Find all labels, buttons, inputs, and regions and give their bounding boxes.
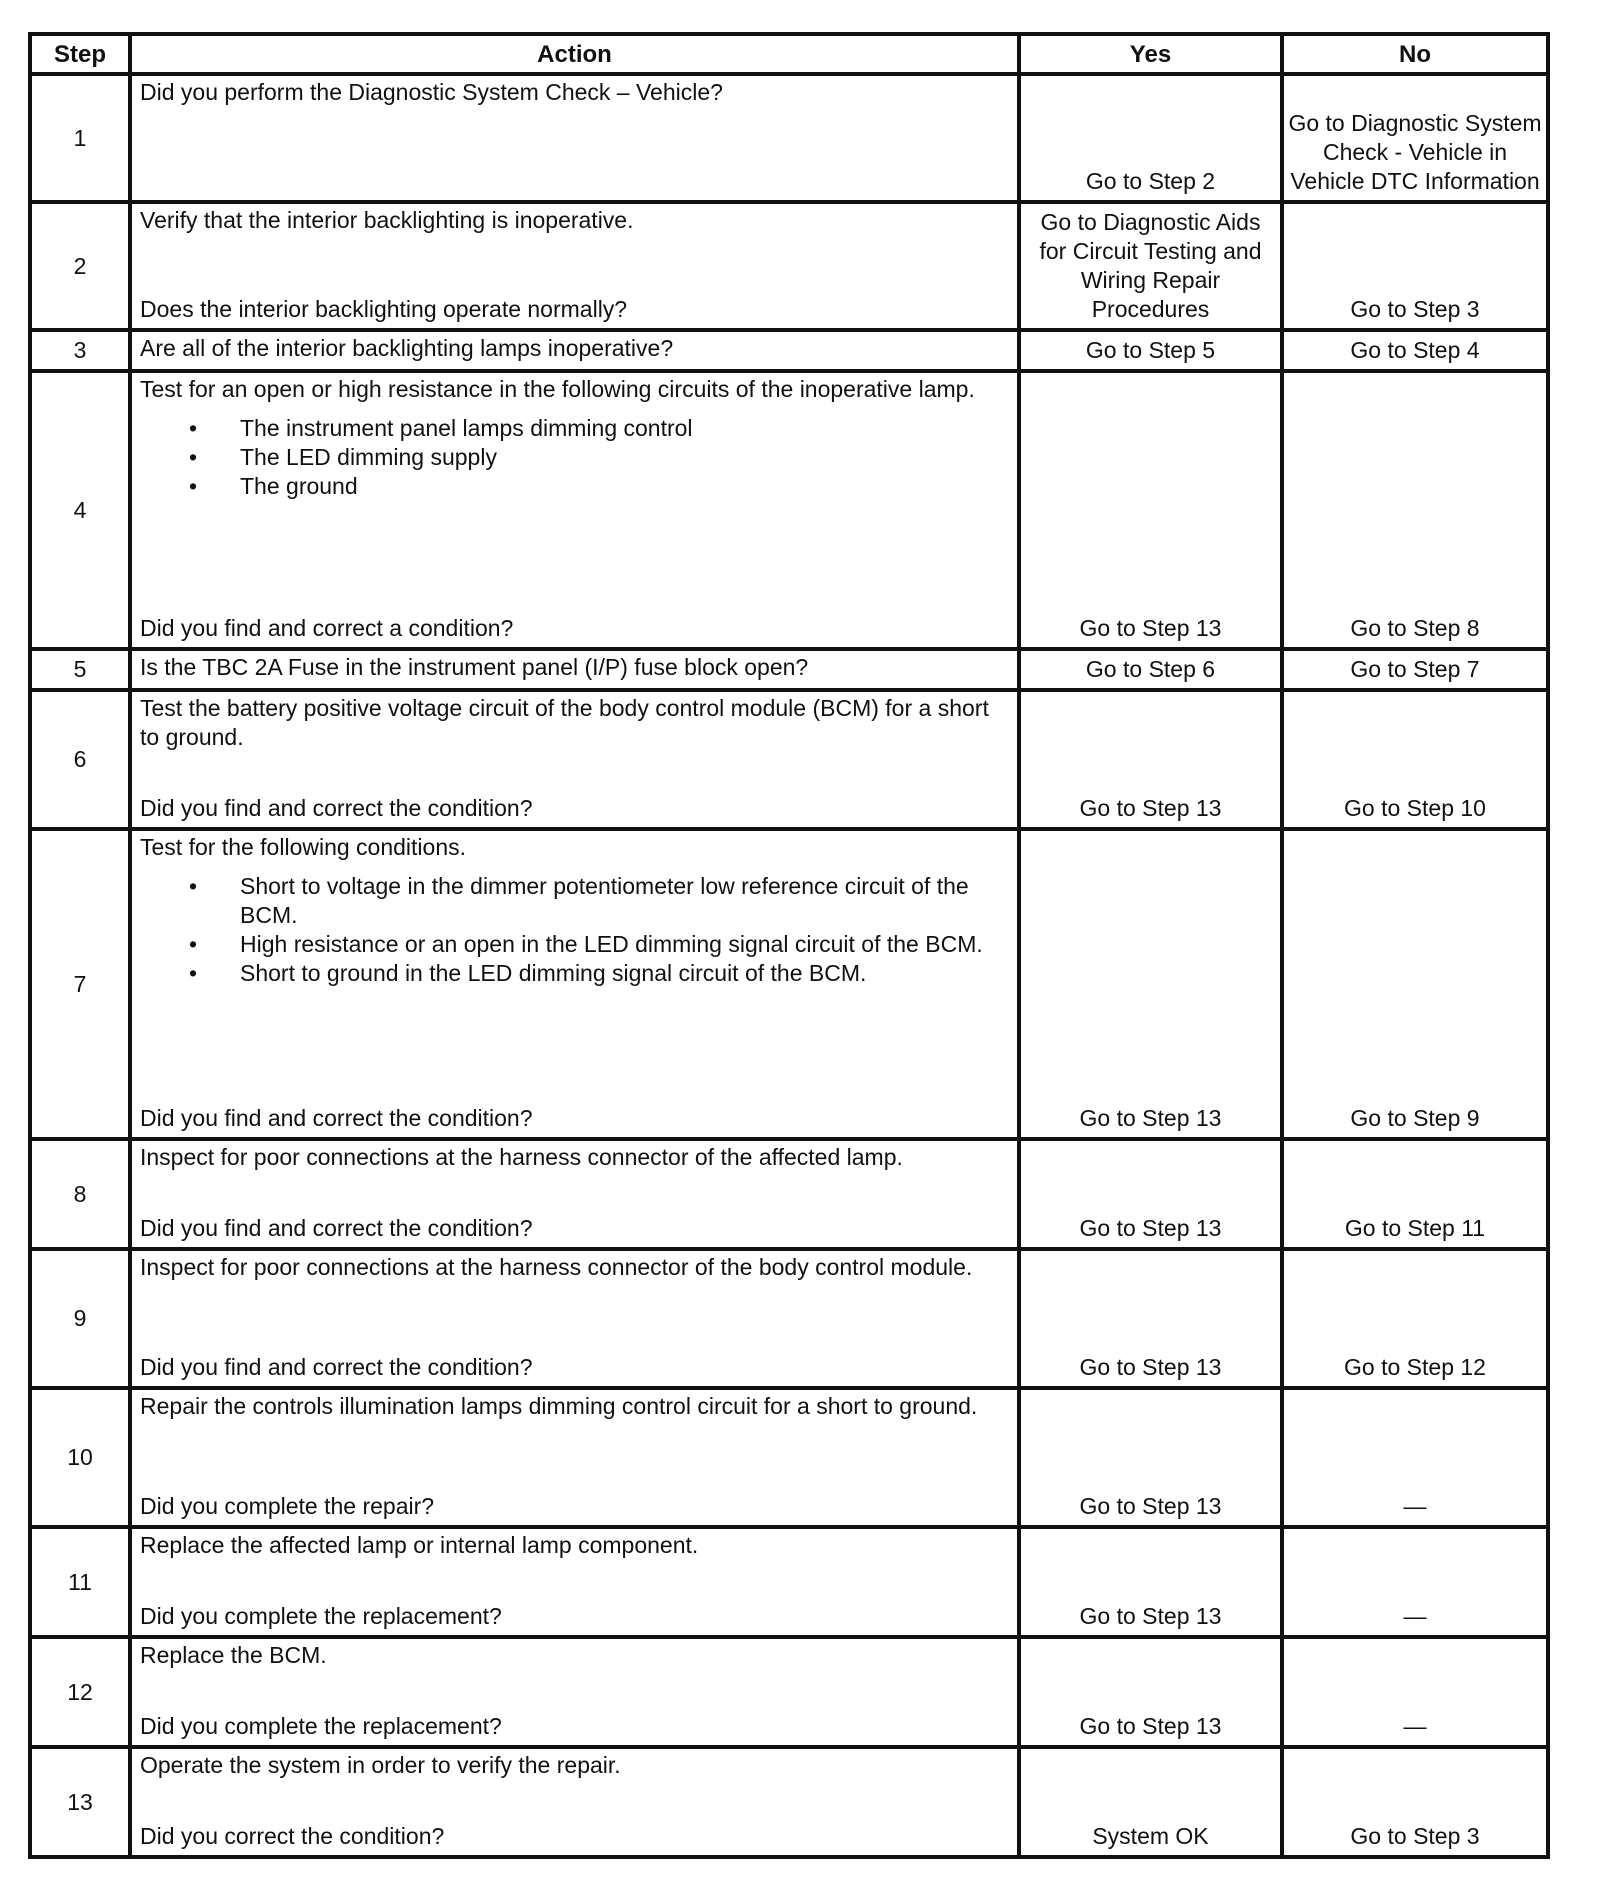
action-content (140, 692, 1009, 823)
action-cell (130, 1527, 1019, 1637)
action-question: Did you complete the replacement? (140, 1603, 502, 1629)
table-row (30, 330, 1548, 371)
action-content (140, 1529, 1009, 1631)
step-number: 11 (30, 1527, 130, 1637)
action-cell (130, 202, 1019, 330)
yes-result: Go to Step 13 (1019, 829, 1282, 1139)
header-no: No (1282, 34, 1548, 74)
action-question: Did you find and correct the condition? (140, 1354, 533, 1380)
action-body (140, 1390, 1009, 1492)
step-number: 4 (30, 371, 130, 649)
action-bullet: • Short to ground in the LED dimming signal circuit of the BCM. (240, 959, 1009, 988)
action-text: Inspect for poor connections at the harness connector of the affected lamp. (140, 1144, 903, 1170)
action-content (140, 1141, 1009, 1243)
action-bullet: • The instrument panel lamps dimming control (240, 414, 1009, 443)
action-content (140, 1390, 1009, 1521)
table-row (30, 202, 1548, 330)
step-number: 10 (30, 1388, 130, 1527)
no-result: Go to Step 3 (1282, 1747, 1548, 1857)
action-body (140, 332, 1009, 365)
action-question: Did you perform the Diagnostic System Check – Vehicle? (140, 79, 723, 105)
step-number: 3 (30, 330, 130, 371)
yes-result: Go to Step 2 (1019, 74, 1282, 202)
no-result: Go to Step 3 (1282, 202, 1548, 330)
action-cell (130, 1747, 1019, 1857)
action-content (140, 76, 1009, 196)
step-number: 1 (30, 74, 130, 202)
action-question: Did you find and correct the condition? (140, 1215, 533, 1241)
action-body (140, 1251, 1009, 1353)
action-cell (130, 74, 1019, 202)
action-cell (130, 371, 1019, 649)
step-number: 7 (30, 829, 130, 1139)
table-row (30, 1388, 1548, 1527)
action-cell (130, 1637, 1019, 1747)
table-row (30, 74, 1548, 202)
table-row (30, 649, 1548, 690)
step-number: 9 (30, 1249, 130, 1388)
action-question: Are all of the interior backlighting lamps inoperative? (140, 335, 674, 361)
action-bullet: • Short to voltage in the dimmer potentiometer low reference circuit of the BCM. (240, 872, 1009, 930)
action-bullet: • The ground (240, 472, 1009, 501)
header-action: Action (130, 34, 1019, 74)
step-number: 6 (30, 690, 130, 829)
yes-result: Go to Step 13 (1019, 371, 1282, 649)
table-row (30, 1139, 1548, 1249)
diagnostic-table (28, 32, 1550, 1859)
action-question: Did you find and correct the condition? (140, 1105, 533, 1131)
yes-result: Go to Step 13 (1019, 1388, 1282, 1527)
action-question: Did you find and correct the condition? (140, 795, 533, 821)
yes-result: System OK (1019, 1747, 1282, 1857)
step-number: 12 (30, 1637, 130, 1747)
table-row (30, 1747, 1548, 1857)
yes-result: Go to Step 13 (1019, 1249, 1282, 1388)
header-row (30, 34, 1548, 74)
action-text: Repair the controls illumination lamps dimming control circuit for a short to ground. (140, 1393, 978, 1419)
action-cell (130, 829, 1019, 1139)
action-text: Replace the BCM. (140, 1642, 327, 1668)
no-result: Go to Step 11 (1282, 1139, 1548, 1249)
action-body (140, 1141, 1009, 1214)
header-yes: Yes (1019, 34, 1282, 74)
action-content (140, 204, 1009, 324)
action-content (140, 651, 1009, 684)
yes-result: Go to Step 13 (1019, 690, 1282, 829)
no-result: Go to Step 9 (1282, 829, 1548, 1139)
yes-result: Go to Diagnostic Aids for Circuit Testing and Wiring Repair Procedures (1019, 202, 1282, 330)
no-result: Go to Step 7 (1282, 649, 1548, 690)
action-bullet-list (140, 872, 1009, 988)
action-body (140, 1529, 1009, 1602)
action-content (140, 373, 1009, 643)
action-body (140, 651, 1009, 684)
action-text: Verify that the interior backlighting is inoperative. (140, 207, 634, 233)
step-number: 2 (30, 202, 130, 330)
action-text: Test for an open or high resistance in the following circuits of the inoperative lamp. (140, 376, 975, 402)
action-text: Replace the affected lamp or internal lamp component. (140, 1532, 699, 1558)
action-content (140, 1251, 1009, 1382)
no-result: — (1282, 1388, 1548, 1527)
step-number: 8 (30, 1139, 130, 1249)
action-cell (130, 1139, 1019, 1249)
action-content (140, 1639, 1009, 1741)
action-text: Operate the system in order to verify the repair. (140, 1752, 621, 1778)
action-cell (130, 1388, 1019, 1527)
action-bullet-list (140, 414, 1009, 501)
table-body (30, 74, 1548, 1857)
action-question: Did you complete the replacement? (140, 1713, 502, 1739)
diagnostic-table-container (28, 32, 1546, 1859)
action-bullet: • The LED dimming supply (240, 443, 1009, 472)
header-step: Step (30, 34, 130, 74)
no-result: Go to Step 12 (1282, 1249, 1548, 1388)
action-body (140, 831, 1009, 1104)
action-question: Does the interior backlighting operate normally? (140, 296, 628, 322)
table-row (30, 371, 1548, 649)
action-content (140, 1749, 1009, 1851)
table-row (30, 829, 1548, 1139)
action-bullet: • High resistance or an open in the LED dimming signal circuit of the BCM. (240, 930, 1009, 959)
no-result: Go to Step 8 (1282, 371, 1548, 649)
no-result: — (1282, 1527, 1548, 1637)
yes-result: Go to Step 13 (1019, 1527, 1282, 1637)
action-body (140, 1749, 1009, 1822)
action-question: Did you correct the condition? (140, 1823, 445, 1849)
no-result: Go to Step 10 (1282, 690, 1548, 829)
action-text: Inspect for poor connections at the harness connector of the body control module. (140, 1254, 973, 1280)
yes-result: Go to Step 13 (1019, 1139, 1282, 1249)
action-question: Did you complete the repair? (140, 1493, 435, 1519)
action-body (140, 1639, 1009, 1712)
action-body (140, 373, 1009, 614)
action-content (140, 831, 1009, 1133)
step-number: 13 (30, 1747, 130, 1857)
step-number: 5 (30, 649, 130, 690)
action-text: Test for the following conditions. (140, 834, 467, 860)
action-cell (130, 690, 1019, 829)
no-result: Go to Diagnostic System Check - Vehicle in Vehicle DTC Information (1282, 74, 1548, 202)
action-content (140, 332, 1009, 365)
table-row (30, 690, 1548, 829)
table-row (30, 1637, 1548, 1747)
table-row (30, 1527, 1548, 1637)
action-body (140, 692, 1009, 794)
action-text: Test the battery positive voltage circuit of the body control module (BCM) for a short to ground. (140, 695, 989, 750)
no-result: — (1282, 1637, 1548, 1747)
action-body (140, 204, 1009, 295)
action-cell (130, 649, 1019, 690)
action-question: Is the TBC 2A Fuse in the instrument panel (I/P) fuse block open? (140, 654, 809, 680)
action-cell (130, 1249, 1019, 1388)
action-cell (130, 330, 1019, 371)
table-row (30, 1249, 1548, 1388)
action-question: Did you find and correct a condition? (140, 615, 514, 641)
yes-result: Go to Step 5 (1019, 330, 1282, 371)
no-result: Go to Step 4 (1282, 330, 1548, 371)
yes-result: Go to Step 13 (1019, 1637, 1282, 1747)
yes-result: Go to Step 6 (1019, 649, 1282, 690)
action-body (140, 76, 1009, 196)
